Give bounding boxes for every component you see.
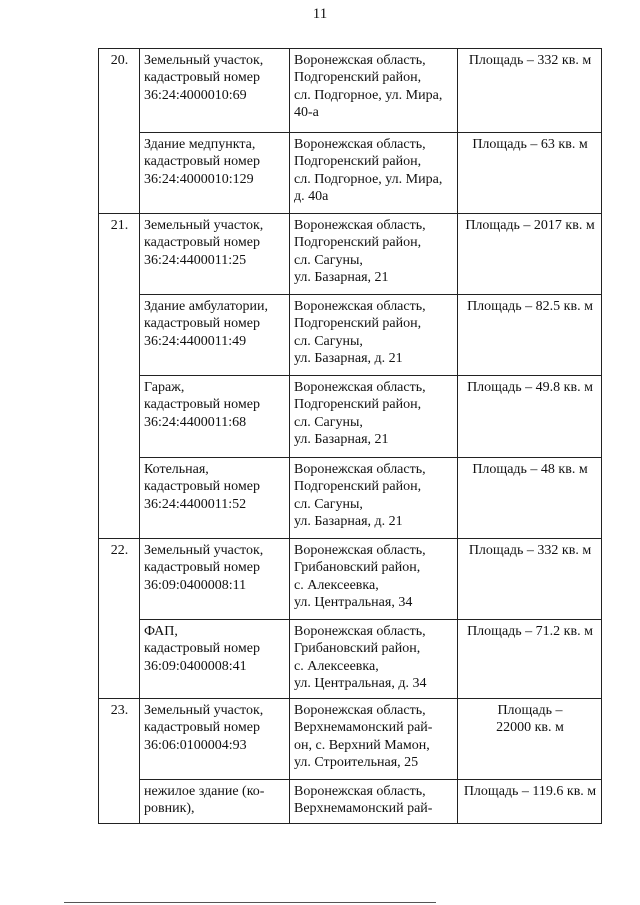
object-address: Воронежская область, Подгоренский район, сл. Сагуны, ул. Базарная, 21 [290, 214, 458, 295]
object-area: Площадь – 22000 кв. м [458, 699, 602, 780]
table-row [99, 620, 602, 699]
object-description: Земельный участок, кадастровый номер 36:24:4400011:25 [140, 214, 290, 295]
table-row [99, 539, 602, 620]
object-description: Земельный участок, кадастровый номер 36:24:4000010:69 [140, 49, 290, 133]
table-row [99, 458, 602, 539]
object-area: Площадь – 63 кв. м [458, 133, 602, 214]
object-area: Площадь – 49.8 кв. м [458, 376, 602, 458]
row-number: 20. [99, 49, 140, 133]
row-number: 22. [99, 539, 140, 620]
row-number: 21. [99, 214, 140, 295]
object-address: Воронежская область, Подгоренский район, сл. Сагуны, ул. Базарная, д. 21 [290, 295, 458, 376]
object-description: ФАП, кадастровый номер 36:09:0400008:41 [140, 620, 290, 699]
row-number [99, 376, 140, 458]
object-description: Здание медпункта, кадастровый номер 36:24:4000010:129 [140, 133, 290, 214]
row-number [99, 133, 140, 214]
object-description: Котельная, кадастровый номер 36:24:4400011:52 [140, 458, 290, 539]
object-address: Воронежская область, Подгоренский район, сл. Сагуны, ул. Базарная, 21 [290, 376, 458, 458]
object-address: Воронежская область, Подгоренский район, сл. Сагуны, ул. Базарная, д. 21 [290, 458, 458, 539]
object-area: Площадь – 332 кв. м [458, 49, 602, 133]
object-address: Воронежская область, Грибановский район, с. Алексеевка, ул. Центральная, д. 34 [290, 620, 458, 699]
object-area: Площадь – 2017 кв. м [458, 214, 602, 295]
property-table [98, 48, 602, 824]
object-description: Земельный участок, кадастровый номер 36:06:0100004:93 [140, 699, 290, 780]
page-number: 11 [312, 6, 328, 22]
row-number [99, 780, 140, 824]
object-description: Гараж, кадастровый номер 36:24:4400011:68 [140, 376, 290, 458]
row-number [99, 620, 140, 699]
object-area: Площадь – 48 кв. м [458, 458, 602, 539]
property-table-body [99, 49, 602, 824]
object-address: Воронежская область, Верхнемамонский рай- он, с. Верхний Мамон, ул. Строительная, 25 [290, 699, 458, 780]
object-area: Площадь – 71.2 кв. м [458, 620, 602, 699]
object-area: Площадь – 82.5 кв. м [458, 295, 602, 376]
object-address: Воронежская область, Верхнемамонский рай- [290, 780, 458, 824]
object-description: нежилое здание (ко- ровник), [140, 780, 290, 824]
object-description: Здание амбулатории, кадастровый номер 36:24:4400011:49 [140, 295, 290, 376]
object-description: Земельный участок, кадастровый номер 36:09:0400008:11 [140, 539, 290, 620]
table-row [99, 214, 602, 295]
object-area: Площадь – 332 кв. м [458, 539, 602, 620]
table-row [99, 780, 602, 824]
table-row [99, 49, 602, 133]
row-number [99, 295, 140, 376]
table-row [99, 699, 602, 780]
object-address: Воронежская область, Грибановский район, с. Алексеевка, ул. Центральная, 34 [290, 539, 458, 620]
object-address: Воронежская область, Подгоренский район, сл. Подгорное, ул. Мира, 40-а [290, 49, 458, 133]
row-number [99, 458, 140, 539]
table-row [99, 133, 602, 214]
table-row [99, 295, 602, 376]
row-number: 23. [99, 699, 140, 780]
object-address: Воронежская область, Подгоренский район, сл. Подгорное, ул. Мира, д. 40а [290, 133, 458, 214]
footer-rule [64, 902, 436, 903]
table-row [99, 376, 602, 458]
object-area: Площадь – 119.6 кв. м [458, 780, 602, 824]
